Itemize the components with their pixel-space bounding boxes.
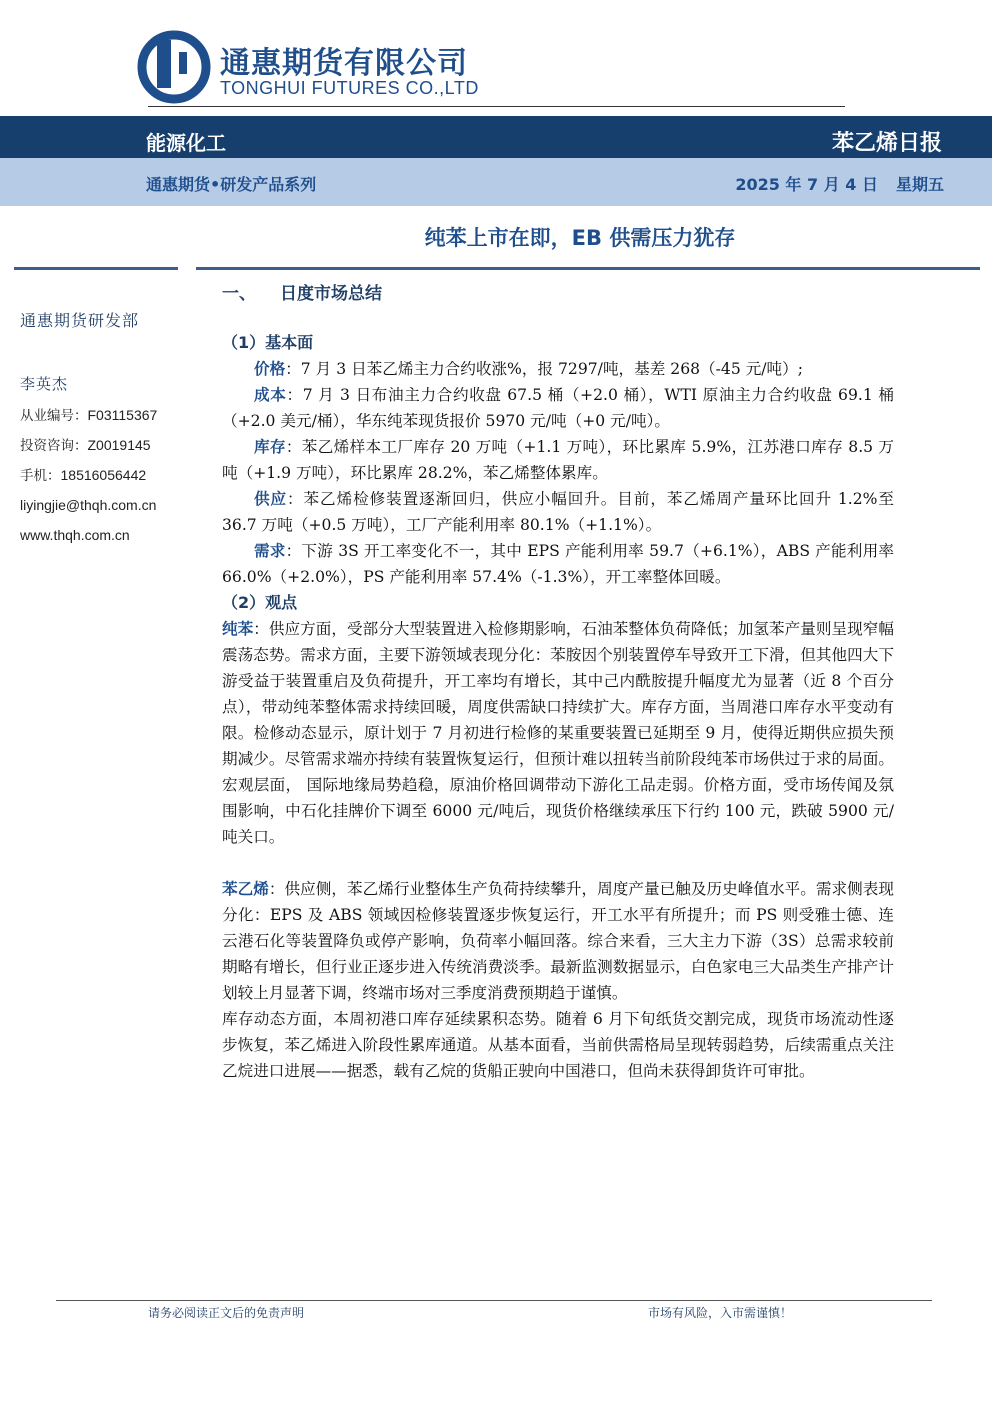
date-text: 2025 年 7 月 4 日 bbox=[735, 175, 878, 194]
main-rule bbox=[196, 267, 980, 270]
demand-keyword: 需求 bbox=[254, 542, 286, 560]
section-heading bbox=[222, 278, 894, 310]
sector-label: 能源化工 bbox=[146, 131, 226, 155]
cost-keyword: 成本 bbox=[254, 386, 287, 404]
cost-paragraph bbox=[222, 382, 894, 434]
license-value: F03115367 bbox=[87, 407, 158, 423]
inventory-keyword: 库存 bbox=[254, 438, 286, 456]
styrene-inventory-paragraph: 库存动态方面，本周初港口库存延续累积态势。随着 6 月下旬纸货交割完成，现货市场流动性逐步恢复，苯乙烯进入阶段性累库通道。从基本面看，当前供需格局呈现转弱趋势，后续需重点关注乙烷进口进展——据悉，载有乙烷的货船正驶向中国港口，但尚未获得卸货许可审批。 bbox=[222, 1010, 894, 1080]
company-name-cn: 通惠期货有限公司 bbox=[220, 46, 468, 81]
logo-divider bbox=[148, 106, 845, 107]
demand-paragraph bbox=[222, 538, 894, 590]
supply-paragraph bbox=[222, 486, 894, 538]
demand-text: ：下游 3S 开工率变化不一，其中 EPS 产能利用率 59.7（+6.1%），ABS 产能利用率 66.0%（+2.0%），PS 产能利用率 57.4%（-1.3%），开工率整体回暖。 bbox=[222, 542, 894, 586]
section-number: 一、 bbox=[222, 284, 256, 304]
paragraph-gap bbox=[222, 850, 894, 876]
price-text: ：7 月 3 日苯乙烯主力合约收涨%，报 7297/吨，基差 268（-45 元/吨）; bbox=[285, 360, 803, 378]
supply-text: ：苯乙烯检修装置逐渐回归，供应小幅回升。目前，苯乙烯周产量环比回升 1.2%至 36.7 万吨（+0.5 万吨），工厂产能利用率 80.1%（+1.1%）。 bbox=[222, 490, 894, 534]
price-keyword: 价格 bbox=[254, 360, 286, 378]
report-name: 苯乙烯日报 bbox=[831, 131, 942, 156]
license-row bbox=[20, 400, 190, 430]
styrene-keyword: 苯乙烯 bbox=[222, 880, 269, 898]
company-logo-icon bbox=[137, 30, 211, 104]
price-paragraph bbox=[222, 356, 894, 382]
email-link[interactable]: liyingjie@thqh.com.cn bbox=[20, 497, 157, 513]
consult-label: 投资咨询： bbox=[20, 438, 88, 454]
subheading-view: （2）观点 bbox=[222, 593, 298, 612]
license-label: 从业编号： bbox=[20, 408, 88, 424]
sidebar-rule bbox=[14, 267, 178, 270]
subheading-fundamentals: （1）基本面 bbox=[222, 333, 314, 352]
website-link[interactable]: www.thqh.com.cn bbox=[20, 527, 130, 543]
weekday-text: 星期五 bbox=[895, 175, 944, 194]
cost-text: ：7 月 3 日布油主力合约收盘 67.5 桶（+2.0 桶），WTI 原油主力合约收盘 69.1 桶（+2.0 美元/桶），华东纯苯现货报价 5970 元/吨（+0 元/吨）。 bbox=[222, 386, 894, 430]
consult-value: Z0019145 bbox=[87, 437, 151, 453]
inventory-text: ：苯乙烯样本工厂库存 20 万吨（+1.1 万吨），环比累库 5.9%，江苏港口库存 8.5 万吨（+1.9 万吨），环比累库 28.2%，苯乙烯整体累库。 bbox=[222, 438, 894, 482]
disclaimer-note: 请务必阅读正文后的免责声明 bbox=[148, 1306, 305, 1320]
styrene-text: ：供应侧，苯乙烯行业整体生产负荷持续攀升，周度产量已触及历史峰值水平。需求侧表现分化：EPS 及 ABS 领域因检修装置逐步恢复运行，开工水平有所提升；而 PS 则受雅士德、连云港石化等装置降负或停产影响，负荷率小幅回落。综合来看，三大主力下游（3S）总需求较前期略有增长，但行业正逐步进入传统消费淡季。最新监测数据显示，白色家电三大品类生产排产计划较上月显著下调，终端市场对三季度消费预期趋于谨慎。 bbox=[222, 880, 894, 1002]
benzene-keyword: 纯苯 bbox=[222, 620, 254, 638]
phone-value: 18516056442 bbox=[60, 467, 147, 483]
document-title: 纯苯上市在即，EB 供需压力犹存 bbox=[424, 226, 736, 250]
consult-row bbox=[20, 430, 190, 460]
department-name: 通惠期货研发部 bbox=[20, 311, 140, 330]
styrene-paragraph bbox=[222, 876, 894, 1006]
inventory-paragraph bbox=[222, 434, 894, 486]
supply-keyword: 供应 bbox=[254, 490, 288, 508]
company-name-en: TONGHUI FUTURES CO.,LTD bbox=[220, 78, 479, 98]
phone-label: 手机： bbox=[20, 468, 61, 484]
main-content bbox=[222, 278, 894, 1084]
analyst-name: 李英杰 bbox=[20, 375, 69, 393]
series-label: 通惠期货•研发产品系列 bbox=[146, 175, 317, 194]
risk-warning: 市场有风险，入市需谨慎！ bbox=[648, 1306, 793, 1320]
benzene-paragraph bbox=[222, 616, 894, 850]
footer-divider bbox=[56, 1300, 932, 1301]
benzene-text: ：供应方面，受部分大型装置进入检修期影响，石油苯整体负荷降低；加氢苯产量则呈现窄幅震荡态势。需求方面，主要下游领域表现分化：苯胺因个别装置停车导致开工下滑，但其他四大下游受益于装置重启及负荷提升，开工率均有增长，其中己内酰胺提升幅度尤为显著（近 8 个百分点），带动纯苯整体需求持续回暖，周度供需缺口持续扩大。库存方面，当周港口库存水平变动有限。检修动态显示，原计划于 7 月初进行检修的某重要装置已延期至 9 月，使得近期供应损失预期减少。尽管需求端亦持续有装置恢复运行，但预计难以扭转当前阶段纯苯市场供过于求的局面。宏观层面， 国际地缘局势趋稳，原油价格回调带动下游化工品走弱。价格方面，受市场传闻及氛围影响，中石化挂牌价下调至 6000 元/吨后，现货价格继续承压下行约 100 元，跌破 5900 元/吨关口。 bbox=[222, 620, 894, 846]
section-title: 日度市场总结 bbox=[280, 284, 382, 304]
report-date bbox=[735, 172, 944, 195]
phone-row bbox=[20, 460, 190, 490]
analyst-sidebar bbox=[20, 308, 190, 550]
